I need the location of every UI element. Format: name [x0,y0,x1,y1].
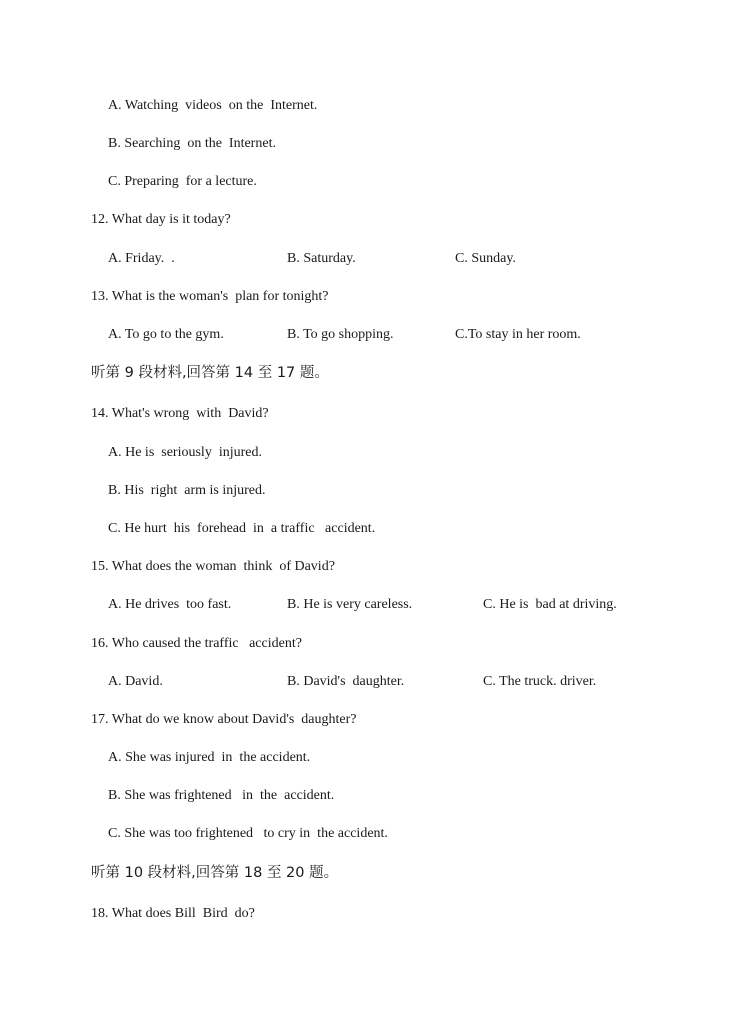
q12-option-c: C. Sunday. [455,251,516,266]
q13-option-a: A. To go to the gym. [108,327,224,342]
q14-question: 14. What's wrong with David? [91,406,269,421]
section-9-instruction: 听第 9 段材料,回答第 14 至 17 题。 [91,365,329,381]
q11-option-b: B. Searching on the Internet. [108,136,276,151]
q14-option-c: C. He hurt his forehead in a traffic accident. [108,521,376,536]
q13-option-b: B. To go shopping. [287,327,394,342]
q14-option-b: B. His right arm is injured. [108,483,266,498]
q17-option-a: A. She was injured in the accident. [108,750,311,765]
q17-option-c: C. She was too frightened to cry in the accident. [108,826,388,841]
q11-option-a: A. Watching videos on the Internet. [108,98,318,113]
q12-question: 12. What day is it today? [91,212,231,227]
q11-option-c: C. Preparing for a lecture. [108,174,257,189]
q14-option-a: A. He is seriously injured. [108,445,262,460]
q17-option-b: B. She was frightened in the accident. [108,788,335,803]
q16-option-b: B. David's daughter. [287,674,405,689]
q12-option-a: A. Friday. . [108,251,175,266]
q15-option-b: B. He is very careless. [287,597,413,612]
q15-option-c: C. He is bad at driving. [483,597,617,612]
q15-option-a: A. He drives too fast. [108,597,232,612]
section-10-instruction: 听第 10 段材料,回答第 18 至 20 题。 [91,865,339,881]
q16-question: 16. Who caused the traffic accident? [91,636,302,651]
q18-question: 18. What does Bill Bird do? [91,906,255,921]
q15-question: 15. What does the woman think of David? [91,559,335,574]
q13-question: 13. What is the woman's plan for tonight? [91,289,329,304]
q17-question: 17. What do we know about David's daughter? [91,712,357,727]
q12-option-b: B. Saturday. [287,251,356,266]
q13-option-c: C.To stay in her room. [455,327,581,342]
q16-option-c: C. The truck. driver. [483,674,597,689]
q16-option-a: A. David. [108,674,163,689]
